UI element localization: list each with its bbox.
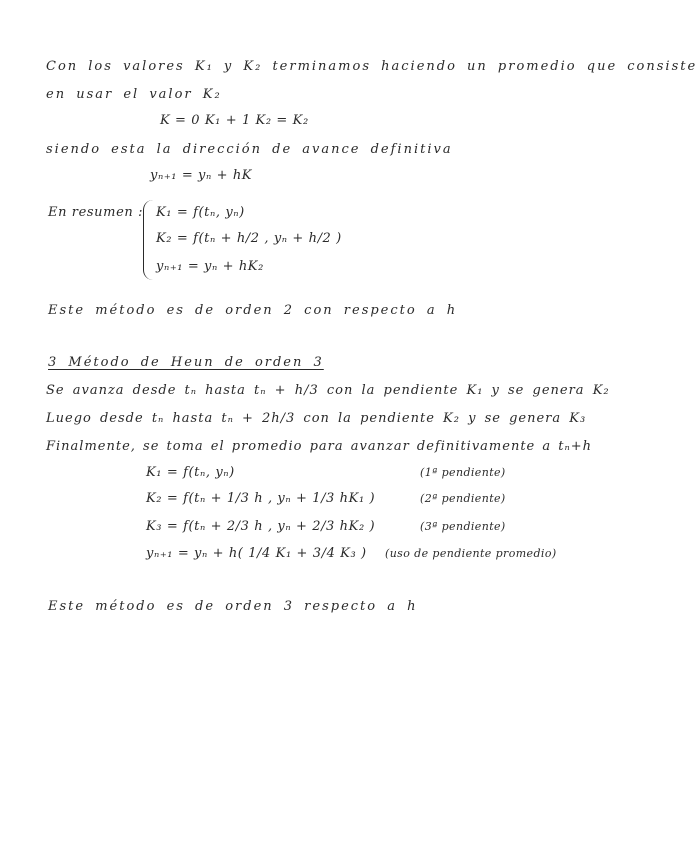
system-brace xyxy=(143,200,154,280)
summary-label: En resumen : xyxy=(48,205,144,220)
heun3-eq-1: K₁ = f(tₙ, yₙ) xyxy=(146,465,235,480)
text-line-1: Con los valores K₁ y K₂ terminamos haciendo un promedio que consiste xyxy=(46,59,697,74)
system-eq-3: yₙ₊₁ = yₙ + hK₂ xyxy=(156,259,264,274)
text-line-2: en usar el valor K₂ xyxy=(46,87,222,102)
note-slope-3: (3ª pendiente) xyxy=(420,520,506,533)
heun3-eq-2: K₂ = f(tₙ + 1/3 h , yₙ + 1/3 hK₁ ) xyxy=(146,491,376,506)
paragraph-line-2: Luego desde tₙ hasta tₙ + 2h/3 con la pendiente K₂ y se genera K₃ xyxy=(46,411,587,426)
system-eq-2: K₂ = f(tₙ + h/2 , yₙ + h/2 ) xyxy=(156,231,342,246)
text-line-4: siendo esta la dirección de avance definitiva xyxy=(46,142,453,157)
heun3-eq-4: yₙ₊₁ = yₙ + h( 1/4 K₁ + 3/4 K₃ ) xyxy=(146,546,367,561)
paragraph-line-3: Finalmente, se toma el promedio para avanzar definitivamente a tₙ+h xyxy=(46,439,593,454)
heun3-eq-3: K₃ = f(tₙ + 2/3 h , yₙ + 2/3 hK₂ ) xyxy=(146,519,376,534)
section-heading: 3 Método de Heun de orden 3 xyxy=(48,355,324,370)
paragraph-line-1: Se avanza desde tₙ hasta tₙ + h/3 con la pendiente K₁ y se genera K₂ xyxy=(46,383,610,398)
equation-k: K = 0 K₁ + 1 K₂ = K₂ xyxy=(160,113,309,128)
order-2-statement: Este método es de orden 2 con respecto a h xyxy=(48,303,458,318)
note-slope-1: (1ª pendiente) xyxy=(420,466,506,479)
note-slope-2: (2ª pendiente) xyxy=(420,492,506,505)
order-3-statement: Este método es de orden 3 respecto a h xyxy=(48,599,418,614)
note-average-slope: (uso de pendiente promedio) xyxy=(385,547,557,560)
equation-update: yₙ₊₁ = yₙ + hK xyxy=(150,168,253,183)
system-eq-1: K₁ = f(tₙ, yₙ) xyxy=(156,205,245,220)
